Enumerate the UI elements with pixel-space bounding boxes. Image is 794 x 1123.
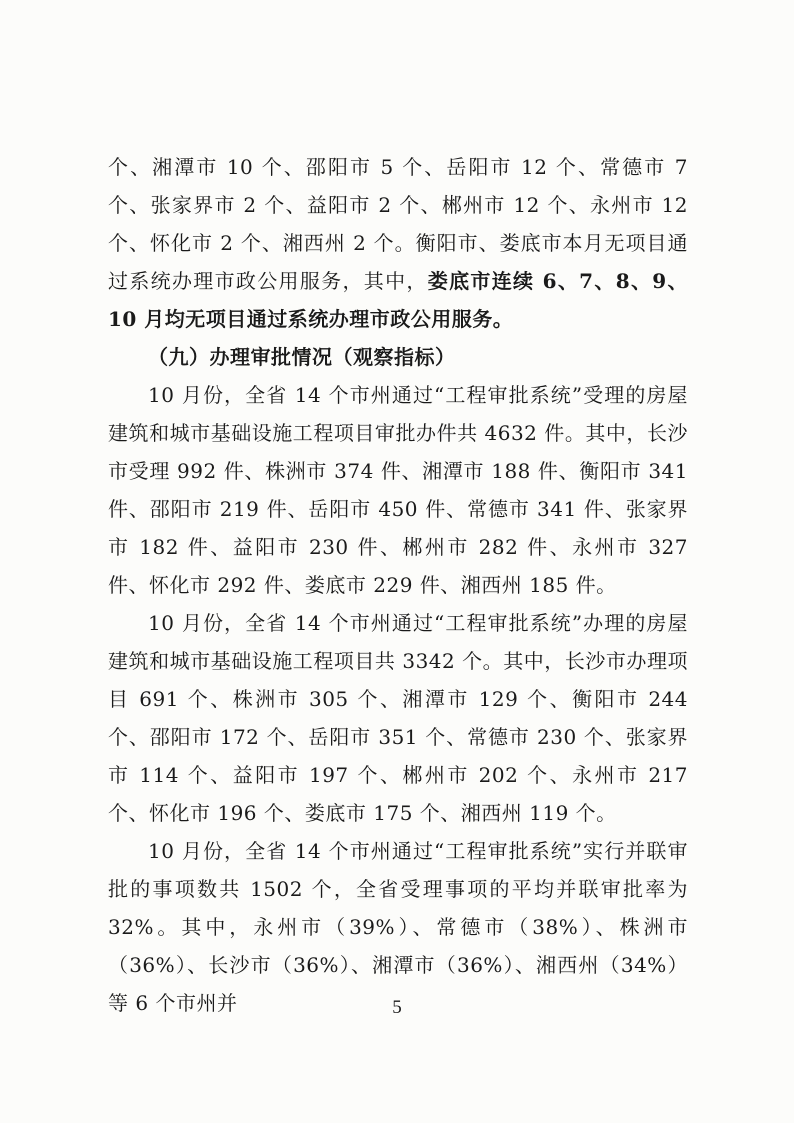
paragraph-municipal-services-emphasis: 娄底市连续 6、7、8、9、10 月均无项目通过系统办理市政公用服务。 (108, 269, 688, 331)
body-text (108, 148, 688, 1022)
paragraph-municipal-services (108, 148, 688, 338)
page-number: 5 (392, 997, 402, 1018)
paragraph-accepted-items: 10 月份，全省 14 个市州通过“工程审批系统”受理的房屋建筑和城市基础设施工程项目审批办件共 4632 件。其中，长沙市受理 992 件、株洲市 374 件、湘潭市 188 件、衡阳市 341 件、邵阳市 219 件、岳阳市 450 件、常德市 341 件、张家界市 182 件、益阳市 230 件、郴州市 282 件、永州市 327 件、怀化市 292 件、娄底市 229 件、湘西州 185 件。 (108, 383, 688, 597)
paragraph-parallel-approval: 10 月份，全省 14 个市州通过“工程审批系统”实行并联审批的事项数共 1502 个，全省受理事项的平均并联审批率为 32%。其中，永州市（39%）、常德市（38%）、株洲市（36%）、长沙市（36%）、湘潭市（36%）、湘西州（34%）等 6 个市州并 (108, 839, 688, 1015)
paragraph-municipal-services-text: 个、湘潭市 10 个、邵阳市 5 个、岳阳市 12 个、常德市 7 个、张家界市 2 个、益阳市 2 个、郴州市 12 个、永州市 12 个、怀化市 2 个、湘西州 2 个。衡阳市、娄底市本月无项目通过系统办理市政公用服务，其中， (108, 155, 688, 293)
section-heading-approval: （九）办理审批情况（观察指标） (148, 345, 456, 369)
paragraph-handled-projects: 10 月份，全省 14 个市州通过“工程审批系统”办理的房屋建筑和城市基础设施工程项目共 3342 个。其中，长沙市办理项目 691 个、株洲市 305 个、湘潭市 129 个、衡阳市 244 个、邵阳市 172 个、岳阳市 351 个、常德市 230 个、张家界市 114 个、益阳市 197 个、郴州市 202 个、永州市 217 个、怀化市 196 个、娄底市 175 个、湘西州 119 个。 (108, 611, 688, 825)
